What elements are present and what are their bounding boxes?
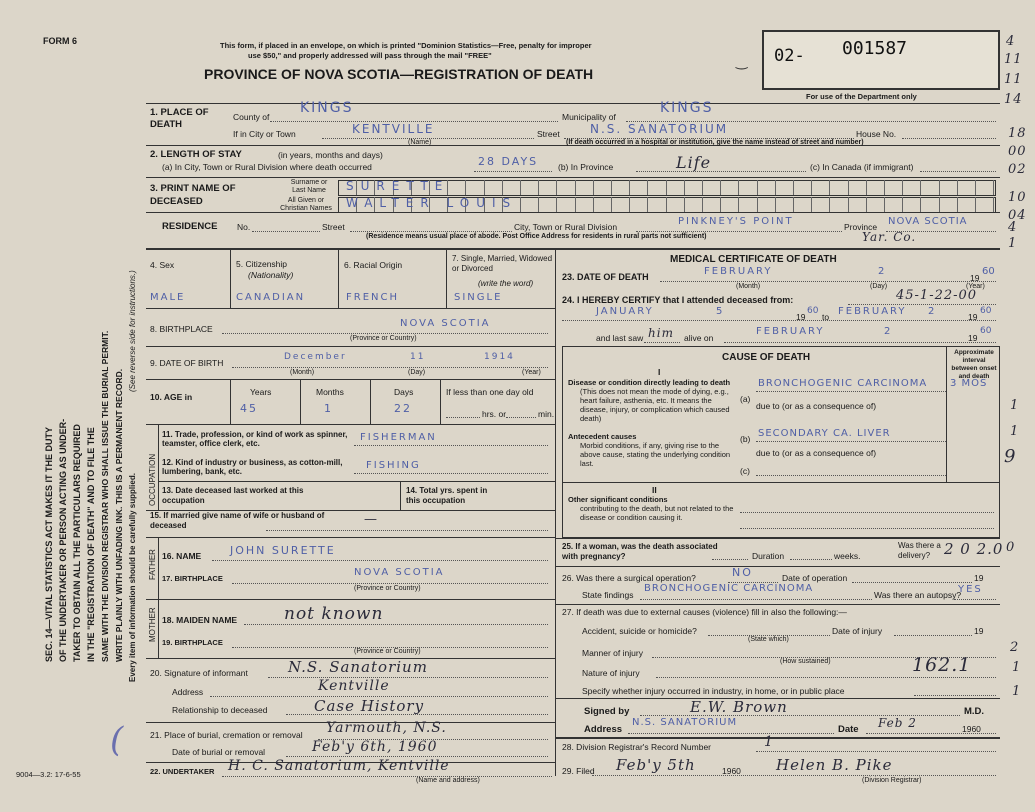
due-to-label-2: due to (or as a consequence of) bbox=[756, 448, 877, 458]
death-day-caption: (Day) bbox=[870, 283, 888, 290]
day-caption: (Day) bbox=[408, 369, 426, 376]
municipality-label: Municipality of bbox=[562, 112, 616, 122]
father-birthplace-label: 17. BIRTHPLACE bbox=[162, 574, 223, 583]
grid-divider bbox=[866, 197, 867, 212]
grid-divider bbox=[939, 180, 940, 195]
informant-address-value: Kentville bbox=[318, 678, 390, 694]
grid-divider bbox=[702, 197, 703, 212]
age-months-value: 1 bbox=[324, 402, 333, 415]
county-value: KINGS bbox=[300, 100, 354, 116]
margin-code: 18 bbox=[1008, 126, 1027, 141]
registration-prefix: 02- bbox=[774, 46, 805, 66]
stay-province-label: (b) In Province bbox=[558, 162, 614, 172]
alive-month-value: FEBRUARY bbox=[756, 326, 825, 337]
years-label: Years bbox=[250, 387, 272, 397]
grid-divider bbox=[538, 197, 539, 212]
certifier-address-label: Address bbox=[584, 724, 623, 735]
stay-canada-label: (c) In Canada (if immigrant) bbox=[810, 162, 914, 172]
total-years-label: 14. Total yrs. spent in this occupation bbox=[406, 486, 488, 505]
less-than-day-label: If less than one day old bbox=[446, 387, 534, 397]
grid-divider bbox=[484, 180, 485, 195]
certify-label: 24. I HEREBY CERTIFY that I attended deceased from: bbox=[562, 295, 794, 305]
grid-divider bbox=[884, 197, 885, 212]
occupation-side-label: OCCUPATION bbox=[148, 453, 157, 506]
grid-divider bbox=[647, 197, 648, 212]
grid-divider bbox=[866, 180, 867, 195]
industry-value: FISHING bbox=[366, 460, 421, 471]
attended-from-year: 60 bbox=[807, 306, 819, 316]
section-i-label: I bbox=[658, 367, 661, 377]
mother-birthplace-label: 19. BIRTHPLACE bbox=[162, 638, 223, 647]
given-names-value: WALTER LOUIS bbox=[346, 196, 518, 210]
how-sustained-caption: (How sustained) bbox=[780, 658, 831, 665]
alive-day-value: 2 bbox=[884, 326, 893, 337]
grid-divider bbox=[520, 197, 521, 212]
grid-divider bbox=[993, 180, 994, 195]
form-number-label: FORM 6 bbox=[43, 36, 78, 46]
grid-divider bbox=[502, 180, 503, 195]
nature-of-injury-label: Nature of injury bbox=[582, 668, 640, 678]
days-label: Days bbox=[394, 387, 414, 397]
city-value: KENTVILLE bbox=[352, 122, 435, 136]
grid-divider bbox=[629, 197, 630, 212]
birthplace-caption: (Province or Country) bbox=[350, 335, 417, 342]
attended-to-year-prefix: 19 bbox=[968, 312, 978, 322]
manner-of-injury-label: Manner of injury bbox=[582, 648, 643, 658]
grid-divider bbox=[538, 180, 539, 195]
checkmark: ‿ bbox=[736, 54, 748, 70]
margin-mark: ( bbox=[110, 720, 125, 760]
alive-on-label: alive on bbox=[684, 333, 714, 343]
margin-code: 10 bbox=[1008, 190, 1027, 205]
undertaker-label: 22. UNDERTAKER bbox=[150, 767, 215, 776]
residence-province-value: NOVA SCOTIA bbox=[888, 216, 968, 227]
signed-by-label: Signed by bbox=[584, 706, 630, 717]
residence-city-label: City, Town or Rural Division bbox=[514, 222, 618, 232]
citizenship-sub: (Nationality) bbox=[248, 270, 294, 280]
age-label: 10. AGE in bbox=[150, 392, 193, 402]
grid-divider bbox=[848, 197, 849, 212]
margin-code: 4 bbox=[1006, 34, 1016, 49]
mother-birthplace-caption: (Province or Country) bbox=[354, 648, 421, 655]
trade-label: 11. Trade, profession, or kind of work as spinner, teamster, office clerk, etc. bbox=[162, 430, 348, 448]
attended-from-year-prefix: 19 bbox=[796, 312, 806, 322]
injury-date-label: Date of injury bbox=[832, 626, 883, 636]
envelope-notice-line-1: This form, if placed in an envelope, on which is printed "Dominion Statistics—Free, penalty for improper bbox=[220, 41, 592, 50]
grid-divider bbox=[593, 197, 594, 212]
mother-maiden-label: 18. MAIDEN NAME bbox=[162, 615, 238, 625]
accident-label: Accident, suicide or homicide? bbox=[582, 626, 697, 636]
marital-status-value: SINGLE bbox=[454, 292, 503, 303]
marital-status-sub: (write the word) bbox=[478, 279, 534, 288]
undertaker-value: H. C. Sanatorium, Kentville bbox=[228, 758, 450, 774]
margin-code: 00 bbox=[1008, 144, 1027, 159]
year-caption: (Year) bbox=[522, 369, 541, 376]
injury-year-prefix: 19 bbox=[974, 626, 984, 636]
state-which-caption: (State which) bbox=[748, 636, 789, 643]
grid-divider bbox=[738, 180, 739, 195]
grid-divider bbox=[775, 180, 776, 195]
death-year-caption: (Year) bbox=[966, 283, 985, 290]
informant-signature-value: N.S. Sanatorium bbox=[288, 658, 428, 676]
birthplace-value: NOVA SCOTIA bbox=[400, 318, 491, 329]
residence-no-label: No. bbox=[237, 222, 251, 232]
grid-divider bbox=[757, 180, 758, 195]
grid-divider bbox=[920, 180, 921, 195]
operation-date-label: Date of operation bbox=[782, 573, 848, 583]
mother-maiden-value: not known bbox=[284, 604, 384, 624]
grid-divider bbox=[684, 180, 685, 195]
length-of-stay-sub: (in years, months and days) bbox=[278, 150, 383, 160]
sidebar-line: TAKER TO OBTAIN ALL THE PARTICULARS REQUIRED bbox=[72, 424, 82, 662]
grid-divider bbox=[957, 197, 958, 212]
grid-divider bbox=[575, 197, 576, 212]
pregnancy-label: 25. If a woman, was the death associated with pregnancy? bbox=[562, 542, 718, 561]
registrar-record-label: 28. Division Registrar's Record Number bbox=[562, 742, 712, 752]
informant-address-label: Address bbox=[172, 687, 204, 697]
grid-divider bbox=[666, 197, 667, 212]
death-day-value: 2 bbox=[878, 266, 887, 277]
burial-place-value: Yarmouth, N.S. bbox=[326, 720, 447, 736]
spouse-value: — bbox=[364, 512, 378, 527]
residence-province-label: Province bbox=[844, 222, 878, 232]
surgical-value: NO bbox=[732, 566, 753, 579]
sex-value: MALE bbox=[150, 292, 186, 303]
attended-to-day: 2 bbox=[928, 306, 937, 317]
month-caption: (Month) bbox=[290, 369, 315, 376]
delivery-code: 2 0 2.0 bbox=[944, 540, 1004, 558]
alive-year-value: 60 bbox=[980, 326, 992, 336]
disease-note: (This does not mean the mode of dying, e.g., heart failure, asthenia, etc. It means the disease, injury, or complication which caused death) bbox=[580, 387, 730, 423]
certifier-date-value: Feb 2 bbox=[878, 716, 917, 730]
cause-c-label: (c) bbox=[740, 466, 750, 476]
attended-to-month: FEBRUARY bbox=[838, 306, 907, 317]
name-caption: (Name) bbox=[408, 139, 432, 146]
sidebar-line: (See reverse side for instructions.) bbox=[128, 270, 137, 392]
last-worked-label: 13. Date deceased last worked at this occupation bbox=[162, 486, 304, 505]
cause-b-label: (b) bbox=[740, 434, 751, 444]
place-of-death-label: 1. PLACE OF DEATH bbox=[150, 107, 209, 130]
grid-divider bbox=[611, 180, 612, 195]
margin-code: 1 bbox=[1010, 398, 1020, 413]
given-names-label: All Given or Christian Names bbox=[280, 197, 332, 212]
envelope-notice-line-2: use $50," and properly addressed will pass through the mail "FREE" bbox=[248, 51, 492, 60]
grid-divider bbox=[720, 197, 721, 212]
margin-code: 9 bbox=[1004, 446, 1017, 467]
grid-divider bbox=[793, 180, 794, 195]
registrar-record-value: 1 bbox=[764, 734, 774, 750]
residence-label: RESIDENCE bbox=[162, 221, 218, 232]
attended-from-day: 5 bbox=[716, 306, 725, 317]
grid-divider bbox=[920, 197, 921, 212]
grid-divider bbox=[666, 180, 667, 195]
grid-divider bbox=[811, 180, 812, 195]
grid-divider bbox=[575, 180, 576, 195]
burial-place-label: 21. Place of burial, cremation or removal bbox=[150, 730, 303, 740]
birthplace-label: 8. BIRTHPLACE bbox=[150, 324, 213, 334]
grid-divider bbox=[757, 197, 758, 212]
trade-value: FISHERMAN bbox=[360, 432, 437, 443]
age-days-value: 22 bbox=[394, 402, 412, 415]
grid-divider bbox=[811, 197, 812, 212]
signed-by-value: E.W. Brown bbox=[690, 698, 788, 716]
street-label: Street bbox=[537, 129, 560, 139]
antecedent-label: Antecedent causes bbox=[568, 432, 637, 441]
undertaker-caption: (Name and address) bbox=[416, 777, 480, 784]
external-causes-label: 27. If death was due to external causes (violence) fill in also the following:— bbox=[562, 607, 847, 617]
citizenship-value: CANADIAN bbox=[236, 292, 306, 303]
racial-origin-value: FRENCH bbox=[346, 292, 400, 303]
residence-note: (Residence means usual place of abode. Post Office Address for residents in rural parts not sufficient) bbox=[366, 233, 707, 240]
autopsy-value: YES bbox=[958, 584, 983, 595]
death-month-value: FEBRUARY bbox=[704, 266, 773, 277]
date-of-birth-label: 9. DATE OF BIRTH bbox=[150, 358, 224, 368]
sidebar-line: Every item of information should be carefully supplied. bbox=[128, 473, 137, 682]
racial-origin-label: 6. Racial Origin bbox=[344, 260, 403, 270]
grid-divider bbox=[975, 197, 976, 212]
residence-city-value: PINKNEY'S POINT bbox=[678, 216, 794, 227]
informant-signature-label: 20. Signature of informant bbox=[150, 668, 248, 678]
grid-divider bbox=[902, 197, 903, 212]
age-years-value: 45 bbox=[240, 402, 258, 415]
grid-divider bbox=[720, 180, 721, 195]
grid-divider bbox=[993, 197, 994, 212]
residence-county-note: Yar. Co. bbox=[862, 230, 917, 244]
grid-divider bbox=[702, 180, 703, 195]
margin-code: 1 bbox=[1010, 424, 1020, 439]
mother-side-label: MOTHER bbox=[148, 607, 157, 642]
dob-day-value: 11 bbox=[410, 352, 426, 362]
father-side-label: FATHER bbox=[148, 549, 157, 580]
interval-label: Approximate interval between onset and death bbox=[951, 349, 997, 380]
grid-divider bbox=[848, 180, 849, 195]
grid-divider bbox=[629, 180, 630, 195]
hours-label: hrs. or bbox=[482, 409, 507, 419]
certify-code: 45-1-22-00 bbox=[896, 288, 978, 303]
minutes-label: min. bbox=[538, 409, 555, 419]
attended-to-label: to bbox=[822, 312, 830, 322]
form-code: 9004—3.2: 17-6-55 bbox=[16, 770, 81, 779]
surname-value: SURETTE bbox=[346, 179, 450, 193]
grid-divider bbox=[556, 197, 557, 212]
medical-certificate-heading: MEDICAL CERTIFICATE OF DEATH bbox=[670, 254, 837, 265]
delivery-label: Was there a delivery? bbox=[898, 541, 941, 560]
death-year-value: 60 bbox=[982, 266, 995, 277]
father-birthplace-caption: (Province or Country) bbox=[354, 585, 421, 592]
marital-status-label: 7. Single, Married, Widowed or Divorced bbox=[452, 254, 553, 273]
margin-code: 04 bbox=[1008, 208, 1027, 223]
registrar-caption: (Division Registrar) bbox=[862, 777, 922, 784]
attended-from-month: JANUARY bbox=[596, 306, 654, 317]
margin-code: 11 bbox=[1004, 52, 1023, 67]
grid-divider bbox=[793, 197, 794, 212]
grid-divider bbox=[884, 180, 885, 195]
margin-code: 1 bbox=[1012, 660, 1022, 675]
grid-divider bbox=[829, 197, 830, 212]
sidebar-line: WRITE PLAINLY WITH UNFADING INK. THIS IS A PERMANENT RECORD. bbox=[114, 368, 124, 662]
grid-divider bbox=[593, 180, 594, 195]
municipality-value: KINGS bbox=[660, 100, 714, 116]
industry-label: 12. Kind of industry or business, as cotton-mill, lumbering, bank, etc. bbox=[162, 458, 343, 476]
md-label: M.D. bbox=[964, 706, 985, 717]
margin-code: 11 bbox=[1004, 72, 1023, 87]
death-year-prefix: 19 bbox=[970, 273, 980, 283]
grid-divider bbox=[975, 180, 976, 195]
cause-a-value: BRONCHOGENIC CARCINOMA bbox=[758, 378, 928, 389]
father-name-value: JOHN SURETTE bbox=[230, 544, 336, 557]
street-value: N.S. SANATORIUM bbox=[590, 122, 729, 136]
operation-year-prefix: 19 bbox=[974, 573, 984, 583]
county-label: County of bbox=[233, 112, 270, 122]
house-number-label: House No. bbox=[856, 129, 897, 139]
duration-label: Duration bbox=[752, 551, 785, 561]
spouse-label: 15. If married give name of wife or husband of deceased bbox=[150, 511, 325, 530]
sex-label: 4. Sex bbox=[150, 260, 175, 270]
registration-number: 001587 bbox=[842, 38, 908, 59]
grid-divider bbox=[465, 180, 466, 195]
grid-divider bbox=[775, 197, 776, 212]
length-of-stay-label: 2. LENGTH OF STAY bbox=[150, 149, 242, 160]
state-findings-value: BRONCHOGENIC CARCINOMA bbox=[644, 583, 814, 594]
grid-divider bbox=[684, 197, 685, 212]
page-title: PROVINCE OF NOVA SCOTIA—REGISTRATION OF DEATH bbox=[204, 66, 594, 82]
sidebar-line: SEC. 14—VITAL STATISTICS ACT MAKES IT THE DUTY bbox=[44, 426, 54, 662]
cause-b-value: SECONDARY CA. LIVER bbox=[758, 428, 891, 439]
other-conditions-note: contributing to the death, but not related to the disease or condition causing it. bbox=[580, 504, 734, 522]
months-label: Months bbox=[316, 387, 344, 397]
department-use-note: For use of the Department only bbox=[806, 92, 917, 101]
cause-a-label: (a) bbox=[740, 394, 751, 404]
citizenship-label: 5. Citizenship bbox=[236, 259, 288, 269]
hospital-note: (If death occurred in a hospital or institution, give the name instead of street and number) bbox=[566, 139, 864, 146]
filed-value: Feb'y 5th bbox=[616, 756, 696, 774]
grid-divider bbox=[611, 197, 612, 212]
stay-city-value: 28 DAYS bbox=[478, 155, 539, 168]
father-name-label: 16. NAME bbox=[162, 551, 202, 561]
margin-code: 14 bbox=[1004, 92, 1023, 107]
cause-of-death-heading: CAUSE OF DEATH bbox=[722, 352, 811, 363]
weeks-label: weeks. bbox=[834, 551, 861, 561]
margin-code: 02 bbox=[1008, 162, 1027, 177]
death-month-caption: (Month) bbox=[736, 283, 761, 290]
section-ii-label: II bbox=[652, 485, 657, 495]
certifier-date-year: 1960 bbox=[962, 724, 981, 734]
grid-divider bbox=[738, 197, 739, 212]
stay-province-value: Life bbox=[676, 153, 712, 172]
sidebar-line: OF THE UNDERTAKER OR PERSON ACTING AS UNDER- bbox=[58, 418, 68, 662]
filed-label: 29. Filed bbox=[562, 766, 595, 776]
surgical-label: 26. Was there a surgical operation? bbox=[562, 573, 696, 583]
father-birthplace-value: NOVA SCOTIA bbox=[354, 567, 445, 578]
relationship-label: Relationship to deceased bbox=[172, 705, 268, 715]
sidebar-line: SAME WITH THE DIVISION REGISTRAR WHO SHALL ISSUE THE BURIAL PERMIT. bbox=[100, 330, 110, 662]
grid-divider bbox=[939, 197, 940, 212]
specify-injury-label: Specify whether injury occurred in industry, in home, or in public place bbox=[582, 686, 845, 696]
disease-label: Disease or condition directly leading to death bbox=[568, 378, 731, 387]
cause-a-interval: 3 MOS bbox=[950, 378, 988, 389]
residence-street-label: Street bbox=[322, 222, 345, 232]
attended-to-year: 60 bbox=[980, 306, 992, 316]
registration-number-box bbox=[762, 30, 1000, 90]
state-findings-label: State findings bbox=[582, 590, 634, 600]
grid-divider bbox=[957, 180, 958, 195]
dob-month-value: December bbox=[284, 352, 347, 362]
margin-code: 1 bbox=[1012, 684, 1022, 699]
margin-code: 4 bbox=[1008, 220, 1018, 235]
sidebar-line: IN THE "REGISTRATION OF DEATH" AND TO FILE THE bbox=[86, 427, 96, 662]
stay-city-label: (a) In City, Town or Rural Division where death occurred bbox=[162, 162, 372, 172]
date-of-death-label: 23. DATE OF DEATH bbox=[562, 272, 649, 282]
surname-label: Surname or Last Name bbox=[290, 179, 328, 194]
other-conditions-label: Other significant conditions bbox=[568, 495, 668, 504]
margin-code: 1 bbox=[1008, 236, 1018, 251]
print-name-label: 3. PRINT NAME OF DECEASED bbox=[150, 183, 236, 207]
certifier-date-label: Date bbox=[838, 724, 859, 735]
grid-divider bbox=[520, 180, 521, 195]
margin-code: 0 bbox=[1006, 540, 1016, 555]
registrar-signature: Helen B. Pike bbox=[776, 756, 893, 774]
city-label: If in City or Town bbox=[233, 129, 296, 139]
burial-date-value: Feb'y 6th, 1960 bbox=[312, 739, 438, 755]
dob-year-value: 1914 bbox=[484, 352, 515, 362]
filed-year: 1960 bbox=[722, 766, 741, 776]
certifier-address-value: N.S. SANATORIUM bbox=[632, 717, 738, 728]
alive-year-prefix: 19 bbox=[968, 333, 978, 343]
last-saw-value: him bbox=[648, 326, 674, 340]
last-saw-label: and last saw bbox=[596, 333, 644, 343]
nature-of-injury-code: 162.1 bbox=[912, 654, 972, 676]
burial-date-label: Date of burial or removal bbox=[172, 747, 266, 757]
antecedent-note: Morbid conditions, if any, giving rise to the above cause, stating the underlying condition last. bbox=[580, 441, 731, 468]
autopsy-label: Was there an autopsy? bbox=[874, 590, 962, 600]
grid-divider bbox=[556, 180, 557, 195]
margin-code: 2 bbox=[1010, 640, 1020, 655]
grid-divider bbox=[902, 180, 903, 195]
due-to-label-1: due to (or as a consequence of) bbox=[756, 401, 877, 411]
grid-divider bbox=[829, 180, 830, 195]
grid-divider bbox=[647, 180, 648, 195]
relationship-value: Case History bbox=[314, 697, 425, 715]
